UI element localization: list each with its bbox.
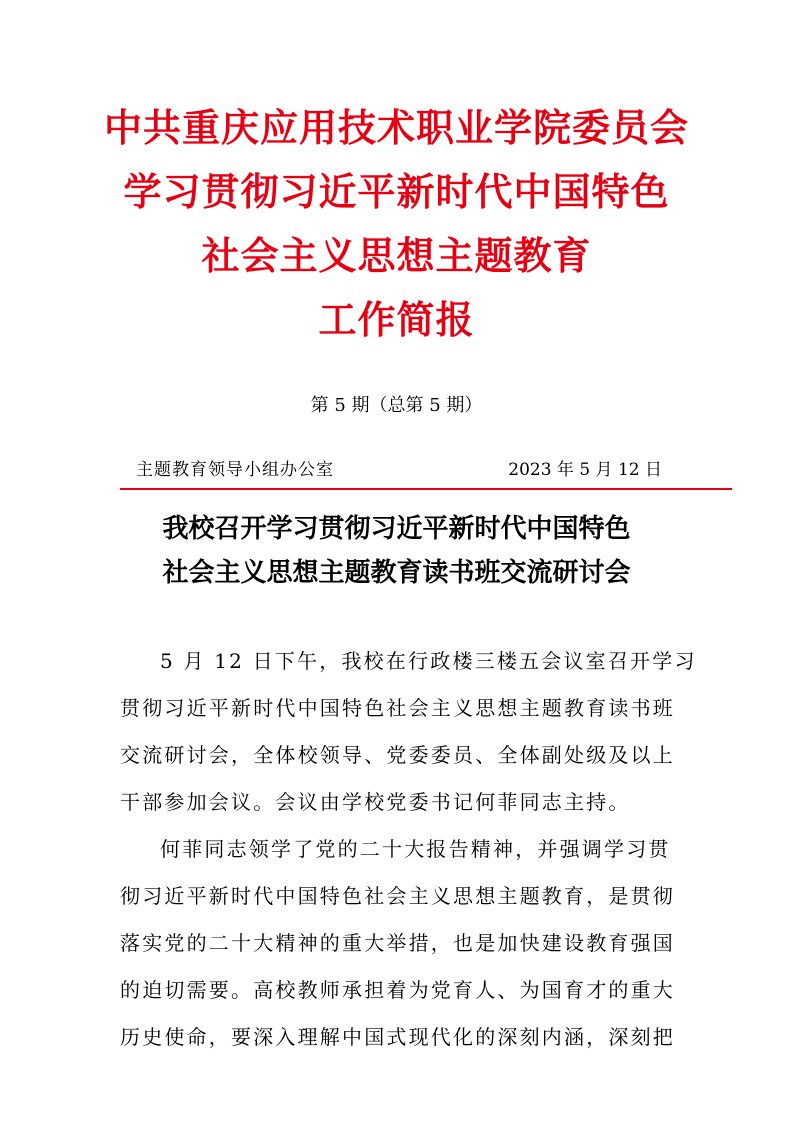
- red-divider: [120, 488, 732, 490]
- article-body: [120, 638, 697, 1061]
- body-line: 的迫切需要。高校教师承担着为党育人、为国育才的重大: [120, 978, 675, 1002]
- meta-row: [120, 457, 730, 483]
- issue-date: 2023 年 5 月 12 日: [508, 460, 662, 480]
- article-title-line-2: 社会主义思想主题教育读书班交流研讨会: [162, 558, 631, 588]
- masthead-line-2: 学习贯彻习近平新时代中国特色: [123, 170, 670, 214]
- body-line: 贯彻习近平新时代中国特色社会主义思想主题教育读书班: [120, 696, 675, 720]
- masthead-line-4: 工作简报: [318, 298, 475, 342]
- body-line: 干部参加会议。会议由学校党委书记何菲同志主持。: [120, 790, 631, 814]
- body-line: 历史使命，要深入理解中国式现代化的深刻内涵，深刻把: [120, 1025, 675, 1049]
- body-line: 落实党的二十大精神的重大举措，也是加快建设教育强国: [120, 931, 675, 955]
- masthead-line-3: 社会主义思想主题教育: [201, 234, 592, 278]
- article-title: [0, 507, 793, 595]
- body-line: 交流研讨会，全体校领导、党委委员、全体副处级及以上: [120, 743, 675, 767]
- body-line: 彻习近平新时代中国特色社会主义思想主题教育，是贯彻: [120, 884, 675, 908]
- issuing-office: 主题教育领导小组办公室: [136, 460, 334, 480]
- masthead-line-1: 中共重庆应用技术职业学院委员会: [103, 106, 689, 150]
- body-line: 5 月 12 日下午，我校在行政楼三楼五会议室召开学习: [160, 649, 697, 673]
- issue-number: 第 5 期（总第 5 期）: [310, 395, 483, 416]
- body-line: 何菲同志领学了党的二十大报告精神，并强调学习贯: [160, 837, 671, 861]
- masthead: [0, 96, 793, 352]
- article-title-line-1: 我校召开学习贯彻习近平新时代中国特色: [162, 514, 631, 544]
